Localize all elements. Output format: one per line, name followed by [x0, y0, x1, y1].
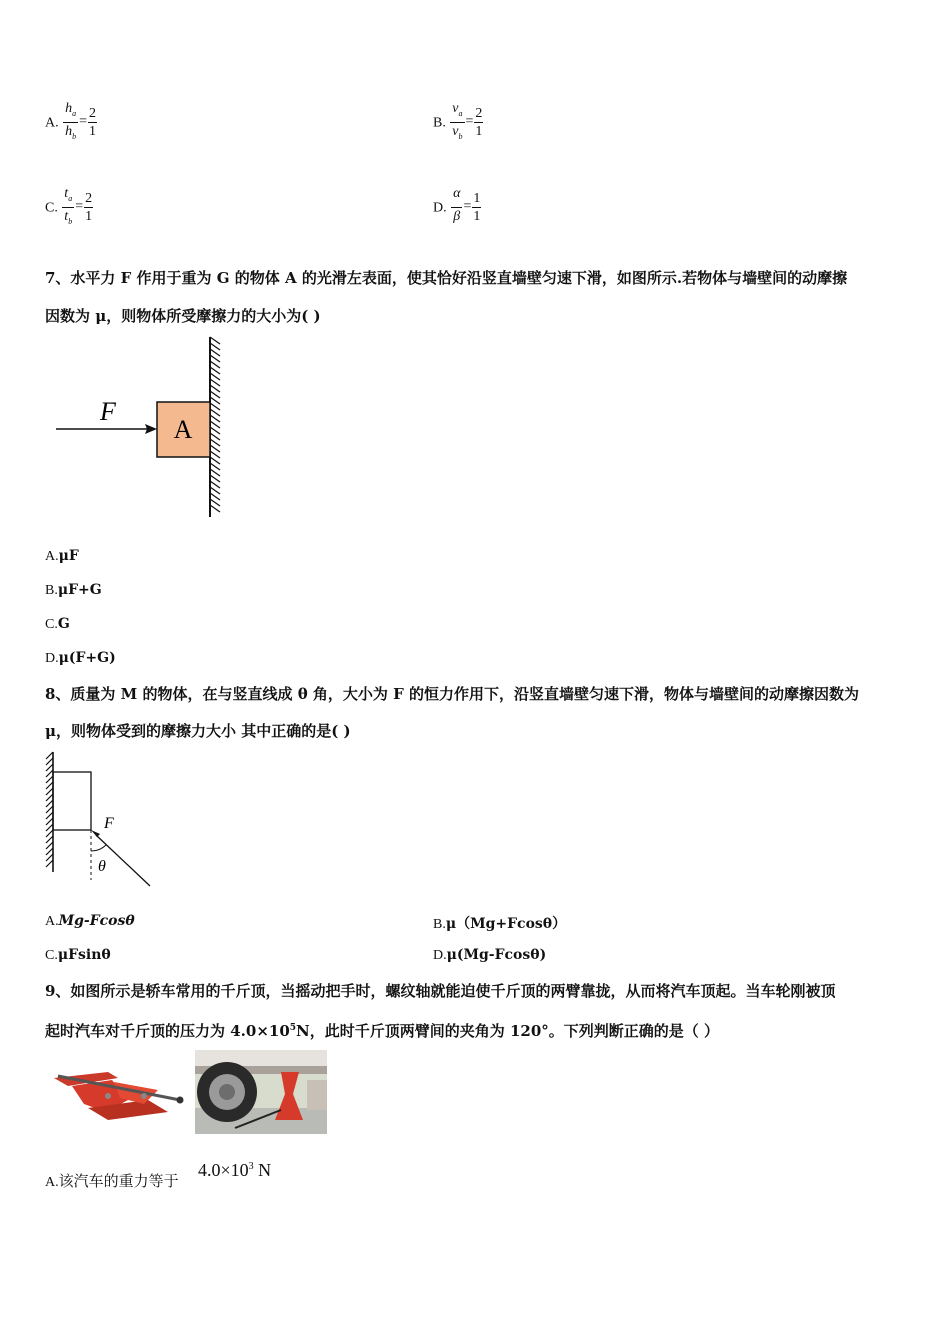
- q8-option-a: A.Mg-Fcosθ: [45, 913, 135, 929]
- hatch-line: [210, 499, 220, 506]
- hatch-line: [46, 776, 53, 783]
- hatch-line: [210, 373, 220, 380]
- q8-figure: [40, 748, 160, 890]
- q8-stem-line2: μ，则物体受到的摩擦力大小 其中正确的是( ): [45, 722, 351, 740]
- q8-angle-arc: [91, 845, 106, 851]
- hatch-line: [210, 379, 220, 386]
- q7-option-c: C.G: [45, 616, 70, 632]
- q9-option-a: A.该汽车的重力等于: [45, 1172, 179, 1190]
- q7-option-b: B.μF+G: [45, 582, 102, 598]
- q8-force-label: F: [104, 815, 114, 832]
- q9-option-a-formula: $4.0\times 10^3$ N: [198, 1160, 272, 1180]
- hatch-line: [46, 836, 53, 843]
- hatch-line: [46, 860, 53, 867]
- hatch-line: [210, 355, 220, 362]
- q6-option-d-fraction: $\frac{\alpha}{\beta}$: [453, 186, 461, 224]
- hatch-line: [210, 481, 220, 488]
- hatch-line: [46, 854, 53, 861]
- hatch-line: [46, 788, 53, 795]
- q9-stem-line1: 9、如图所示是轿车常用的千斤顶，当摇动把手时，螺纹轴就能迫使千斤顶的两臂靠拢，从而将汽车顶起。当车轮刚被顶: [45, 982, 836, 1000]
- q7-wall-hatching: [210, 337, 220, 512]
- q8-stem-line1: 8、质量为 M 的物体，在与竖直线成 θ 角，大小为 F 的恒力作用下，沿竖直墙壁匀速下滑，物体与墙壁间的动摩擦因数为: [45, 685, 860, 703]
- hatch-line: [210, 391, 220, 398]
- q8-arrowhead: [91, 830, 100, 837]
- jack-photo: [48, 1060, 188, 1132]
- hatch-line: [46, 830, 53, 837]
- hatch-line: [210, 439, 220, 446]
- q7-force-label: F: [100, 397, 116, 426]
- hatch-line: [46, 752, 53, 759]
- q7-figure: [50, 335, 240, 525]
- hatch-line: [210, 475, 220, 482]
- hatch-line: [210, 361, 220, 368]
- q6-option-b-fraction: $\frac{v_a}{v_b}$: [452, 101, 463, 141]
- q8-block: [53, 772, 91, 830]
- hatch-line: [210, 421, 220, 428]
- hatch-line: [210, 415, 220, 422]
- hatch-line: [46, 806, 53, 813]
- q6-option-d: D. $\frac{\alpha}{\beta}$ = $\frac{1}{1}$: [433, 185, 481, 230]
- hatch-line: [210, 349, 220, 356]
- q7-option-d: D.μ(F+G): [45, 650, 116, 666]
- hatch-line: [210, 505, 220, 512]
- hatch-line: [46, 770, 53, 777]
- hatch-line: [210, 397, 220, 404]
- hatch-line: [210, 367, 220, 374]
- hatch-line: [210, 403, 220, 410]
- hatch-line: [210, 409, 220, 416]
- q8-angle-label: θ: [98, 858, 106, 875]
- hatch-line: [46, 812, 53, 819]
- q7-stem-line2: 因数为 μ，则物体所受摩擦力的大小为( ): [45, 307, 321, 325]
- q7-option-a: A.μF: [45, 548, 79, 564]
- hatch-line: [210, 463, 220, 470]
- hatch-line: [210, 487, 220, 494]
- hatch-line: [46, 758, 53, 765]
- hatch-line: [210, 445, 220, 452]
- hatch-line: [210, 343, 220, 350]
- hatch-line: [46, 848, 53, 855]
- q6-option-c-fraction: $\frac{t_a}{t_b}$: [64, 186, 73, 226]
- q8-option-d: D.μ(Mg-Fcosθ): [433, 947, 547, 963]
- hatch-line: [46, 800, 53, 807]
- q7-stem-line1: 7、水平力 F 作用于重为 G 的物体 A 的光滑左表面，使其恰好沿竖直墙壁匀速下滑，如图所示.若物体与墙壁间的动摩擦: [45, 269, 848, 287]
- hatch-line: [46, 794, 53, 801]
- hatch-line: [46, 782, 53, 789]
- q8-option-c: C.μFsinθ: [45, 947, 111, 963]
- hatch-line: [210, 427, 220, 434]
- q6-option-b: B. $\frac{v_a}{v_b}$ = $\frac{2}{1}$: [433, 100, 483, 145]
- hatch-line: [210, 493, 220, 500]
- q6-option-c: C. $\frac{t_a}{t_b}$ = $\frac{2}{1}$: [45, 185, 93, 230]
- hatch-line: [210, 457, 220, 464]
- hatch-line: [46, 764, 53, 771]
- hatch-line: [46, 824, 53, 831]
- q6-option-a: A. $\frac{h_a}{h_b}$ = $\frac{2}{1}$: [45, 100, 97, 145]
- q6-option-a-fraction: $\frac{h_a}{h_b}$: [65, 101, 77, 141]
- q8-wall-hatching: [46, 752, 53, 867]
- hatch-line: [46, 818, 53, 825]
- hatch-line: [210, 469, 220, 476]
- q9-stem-line2: 起时汽车对千斤顶的压力为 $4.0\times 10^5N$，此时千斤顶两臂间的夹角为 120°。下列判断正确的是（ ）: [45, 1022, 720, 1040]
- q7-block-label: A: [173, 415, 193, 444]
- q8-option-b: B.μ（Mg+Fcosθ）: [433, 916, 567, 932]
- car-jack-photo: [195, 1050, 327, 1134]
- hatch-line: [210, 433, 220, 440]
- hatch-line: [210, 451, 220, 458]
- hatch-line: [210, 337, 220, 344]
- hatch-line: [210, 385, 220, 392]
- hatch-line: [46, 842, 53, 849]
